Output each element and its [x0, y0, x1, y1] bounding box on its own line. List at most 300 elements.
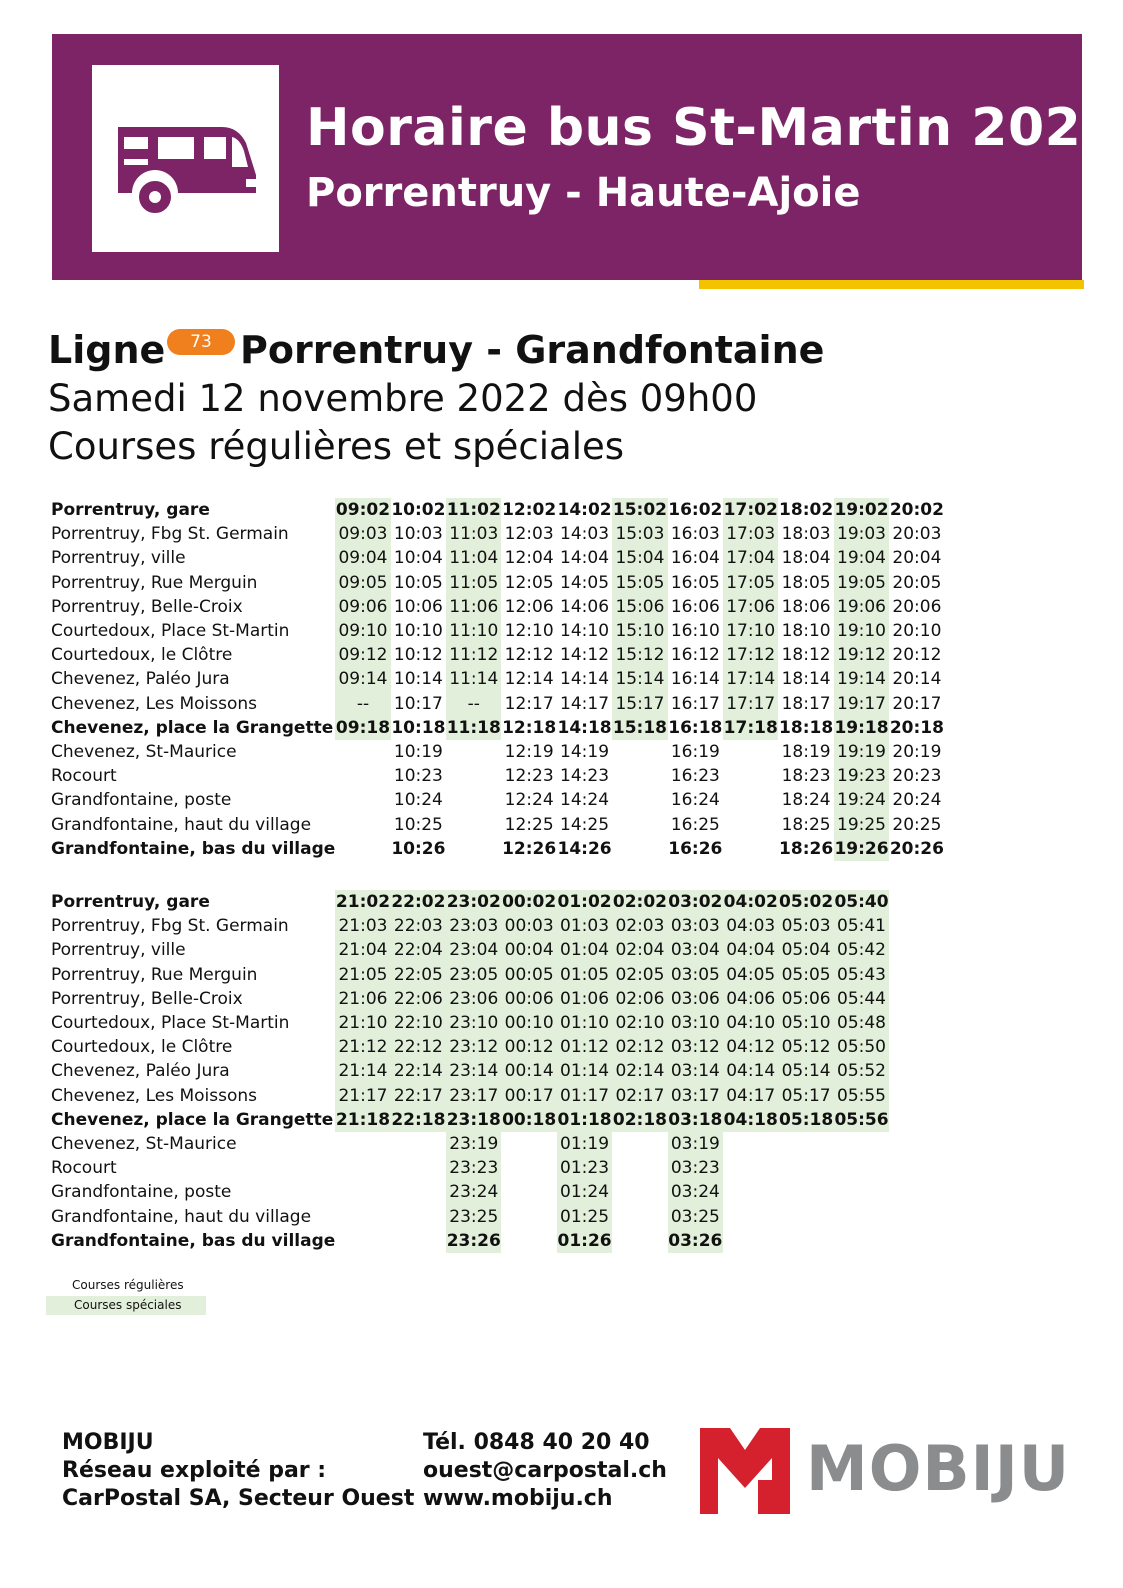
departure-time: 15:05 [612, 571, 667, 595]
departure-time: 10:18 [391, 717, 446, 738]
departure-time [335, 1229, 390, 1253]
table-row [48, 1035, 889, 1059]
departure-time: 01:03 [557, 914, 612, 938]
table-row [48, 1132, 889, 1156]
departure-time: 05:05 [778, 963, 833, 987]
stop-name: Porrentruy, Fbg St. Germain [51, 524, 289, 545]
departure-time: 02:05 [612, 963, 667, 987]
departure-time: 10:14 [393, 669, 443, 690]
departure-time: 21:12 [335, 1035, 390, 1059]
departure-time: 21:04 [335, 938, 390, 962]
departure-time: 23:26 [446, 1229, 501, 1253]
departure-time [834, 1132, 889, 1156]
departure-time: 19:10 [834, 619, 889, 643]
departure-time: 04:14 [723, 1059, 778, 1083]
banner-accent-stripe [699, 280, 1084, 289]
departure-time: 14:06 [560, 596, 610, 617]
departure-time: 20:24 [892, 790, 942, 811]
departure-time [501, 1229, 556, 1253]
departure-time: 01:10 [557, 1011, 612, 1035]
departure-time [335, 788, 390, 812]
departure-time: 18:10 [781, 621, 831, 642]
departure-time: 04:10 [723, 1011, 778, 1035]
stop-name: Porrentruy, gare [51, 500, 210, 521]
departure-time: 23:06 [446, 987, 501, 1011]
departure-time: 03:19 [668, 1132, 723, 1156]
departure-time: 10:02 [391, 500, 446, 521]
departure-time: 10:10 [393, 621, 443, 642]
departure-time: 00:12 [501, 1035, 556, 1059]
departure-time: 05:55 [834, 1084, 889, 1108]
departure-time [612, 1156, 667, 1180]
departure-time: 05:50 [834, 1035, 889, 1059]
departure-time [612, 1229, 667, 1253]
departure-time: 03:06 [668, 987, 723, 1011]
departure-time: 18:02 [779, 500, 834, 521]
departure-time: 12:26 [502, 838, 557, 859]
departure-time: 05:44 [834, 987, 889, 1011]
departure-time: 20:12 [892, 645, 942, 666]
departure-time: 12:24 [504, 790, 554, 811]
table-row [48, 619, 945, 643]
table-row [48, 692, 945, 716]
departure-time: 09:10 [335, 619, 390, 643]
departure-time: 09:12 [335, 643, 390, 667]
departure-time: 05:40 [834, 890, 889, 914]
departure-time: 00:10 [501, 1011, 556, 1035]
departure-time: 19:04 [834, 546, 889, 570]
departure-time: 21:18 [335, 1108, 390, 1132]
stop-name: Rocourt [51, 1158, 117, 1179]
departure-time: 09:06 [335, 595, 390, 619]
departure-time: 12:23 [504, 766, 554, 787]
stop-name: Grandfontaine, bas du village [51, 1230, 336, 1251]
departure-time: 16:05 [670, 572, 720, 593]
departure-time: -- [335, 692, 390, 716]
table-row [48, 1204, 889, 1228]
departure-time: 14:03 [560, 524, 610, 545]
departure-time: 23:10 [446, 1011, 501, 1035]
stop-name: Chevenez, St-Maurice [51, 1133, 237, 1154]
departure-time: 16:18 [668, 717, 723, 738]
operator-info [62, 1429, 414, 1513]
departure-time: 05:10 [778, 1011, 833, 1035]
departure-time: 10:25 [393, 814, 443, 835]
departure-time: 19:14 [834, 667, 889, 691]
stop-name: Porrentruy, Rue Merguin [51, 964, 258, 985]
departure-time: 18:12 [781, 645, 831, 666]
departure-time: 23:18 [446, 1108, 501, 1132]
departure-time: 03:18 [668, 1108, 723, 1132]
departure-time: 16:24 [670, 790, 720, 811]
departure-time: 22:05 [391, 963, 446, 987]
departure-time: 09:02 [335, 498, 390, 522]
departure-time: 09:04 [335, 546, 390, 570]
stop-name: Porrentruy, Belle-Croix [51, 596, 243, 617]
departure-time: 16:03 [670, 524, 720, 545]
departure-time: 05:42 [834, 938, 889, 962]
stop-name: Chevenez, place la Grangette [51, 717, 334, 738]
departure-time [446, 788, 501, 812]
departure-time: 14:26 [557, 838, 612, 859]
departure-time: 21:06 [335, 987, 390, 1011]
departure-time: 14:14 [560, 669, 610, 690]
departure-time [723, 812, 778, 836]
departure-time: 20:19 [892, 741, 942, 762]
departure-time: 10:04 [393, 548, 443, 569]
departure-time: 15:10 [612, 619, 667, 643]
departure-time: 11:03 [446, 522, 501, 546]
departure-time: 18:26 [779, 838, 834, 859]
departure-time: 12:10 [504, 621, 554, 642]
departure-time: 19:23 [834, 764, 889, 788]
departure-time [778, 1229, 833, 1253]
departure-time: 05:17 [778, 1084, 833, 1108]
departure-time: 16:04 [670, 548, 720, 569]
table-row [48, 788, 945, 812]
table-row [48, 914, 889, 938]
departure-time [723, 740, 778, 764]
table-row [48, 837, 945, 861]
stop-name: Courtedoux, le Clôtre [51, 1037, 233, 1058]
departure-time: 05:56 [834, 1108, 889, 1132]
legend-regular-label: Courses régulières [72, 1278, 184, 1292]
departure-time: 19:25 [834, 812, 889, 836]
departure-time: 22:03 [391, 914, 446, 938]
page-title: Horaire bus St-Martin 2022 [306, 98, 1119, 158]
departure-time [501, 1156, 556, 1180]
contact-email: ouest@carpostal.ch [423, 1458, 667, 1483]
departure-time: 23:24 [446, 1180, 501, 1204]
departure-time: 03:14 [668, 1059, 723, 1083]
departure-time [723, 788, 778, 812]
departure-time: 14:23 [560, 766, 610, 787]
table-row [48, 938, 889, 962]
departure-time: 02:06 [612, 987, 667, 1011]
page-subtitle: Porrentruy - Haute-Ajoie [306, 170, 861, 216]
departure-time: 18:23 [781, 766, 831, 787]
departure-time: 19:02 [834, 498, 889, 522]
departure-time: 16:19 [670, 741, 720, 762]
departure-time [335, 1132, 390, 1156]
departure-time: 17:05 [723, 571, 778, 595]
departure-time [778, 1132, 833, 1156]
departure-time: 22:10 [391, 1011, 446, 1035]
departure-time: 00:03 [501, 914, 556, 938]
departure-time: 20:18 [889, 717, 944, 738]
departure-time: 20:10 [892, 621, 942, 642]
departure-time: 16:23 [670, 766, 720, 787]
departure-time: 02:03 [612, 914, 667, 938]
departure-time [834, 1229, 889, 1253]
table-row [48, 1059, 889, 1083]
departure-time: 17:04 [723, 546, 778, 570]
departure-time: 04:12 [723, 1035, 778, 1059]
departure-time [612, 740, 667, 764]
departure-time: 21:03 [335, 914, 390, 938]
stop-name: Chevenez, Les Moissons [51, 1085, 258, 1106]
departure-time: 23:12 [446, 1035, 501, 1059]
departure-time: 18:04 [781, 548, 831, 569]
stop-name: Porrentruy, Fbg St. Germain [51, 916, 289, 937]
departure-time: 05:03 [778, 914, 833, 938]
departure-time: 17:10 [723, 619, 778, 643]
departure-time: 16:10 [670, 621, 720, 642]
schedule-date: Samedi 12 novembre 2022 dès 09h00 [48, 377, 758, 420]
departure-time: 21:17 [335, 1084, 390, 1108]
departure-time: 22:14 [391, 1059, 446, 1083]
departure-time [723, 764, 778, 788]
departure-time: 09:14 [335, 667, 390, 691]
table-row [48, 987, 889, 1011]
departure-time: 01:06 [557, 987, 612, 1011]
departure-time: 19:06 [834, 595, 889, 619]
departure-time: 23:17 [446, 1084, 501, 1108]
line-route: Porrentruy - Grandfontaine [240, 328, 825, 372]
departure-time: 21:02 [335, 890, 390, 914]
departure-time: 21:05 [335, 963, 390, 987]
departure-time: 03:05 [668, 963, 723, 987]
departure-time: 17:03 [723, 522, 778, 546]
departure-time: 12:03 [504, 524, 554, 545]
departure-time: 18:25 [781, 814, 831, 835]
departure-time [391, 1156, 446, 1180]
departure-time: 03:26 [668, 1229, 723, 1253]
departure-time: 00:17 [501, 1084, 556, 1108]
departure-time: 11:04 [446, 546, 501, 570]
table-row [48, 1108, 889, 1132]
departure-time: 03:25 [668, 1204, 723, 1228]
departure-time [612, 1180, 667, 1204]
departure-time: 18:14 [781, 669, 831, 690]
departure-time: 14:18 [557, 717, 612, 738]
departure-time: 04:17 [723, 1084, 778, 1108]
departure-time: 20:04 [892, 548, 942, 569]
departure-time: 00:02 [501, 890, 556, 914]
departure-time [778, 1204, 833, 1228]
departure-time: 05:52 [834, 1059, 889, 1083]
departure-time: 15:04 [612, 546, 667, 570]
departure-time: 10:06 [393, 596, 443, 617]
stop-name: Courtedoux, Place St-Martin [51, 621, 290, 642]
departure-time: 18:17 [781, 693, 831, 714]
departure-time: 14:25 [560, 814, 610, 835]
departure-time: 19:17 [834, 692, 889, 716]
departure-time: 09:05 [335, 571, 390, 595]
stop-name: Grandfontaine, haut du village [51, 814, 312, 835]
departure-time: 05:14 [778, 1059, 833, 1083]
departure-time: 03:23 [668, 1156, 723, 1180]
departure-time: 19:03 [834, 522, 889, 546]
stop-name: Chevenez, St-Maurice [51, 741, 237, 762]
departure-time: 00:05 [501, 963, 556, 987]
departure-time: 14:24 [560, 790, 610, 811]
departure-time [446, 764, 501, 788]
departure-time: 17:06 [723, 595, 778, 619]
table-row [48, 595, 945, 619]
departure-time: 01:24 [557, 1180, 612, 1204]
legend-regular [46, 1276, 206, 1295]
departure-time: 19:26 [834, 837, 889, 861]
departure-time: 01:04 [557, 938, 612, 962]
departure-time: 04:18 [723, 1108, 778, 1132]
departure-time: 11:14 [446, 667, 501, 691]
bus-icon-box [92, 65, 279, 252]
line-label: Ligne [48, 328, 166, 372]
table-row [48, 764, 945, 788]
departure-time: 10:23 [393, 766, 443, 787]
table-row [48, 1011, 889, 1035]
departure-time [501, 1180, 556, 1204]
departure-time: 00:18 [501, 1108, 556, 1132]
departure-time: 22:02 [391, 890, 446, 914]
departure-time: 20:03 [892, 524, 942, 545]
departure-time: 23:14 [446, 1059, 501, 1083]
departure-time: 18:19 [781, 741, 831, 762]
departure-time: 17:12 [723, 643, 778, 667]
departure-time: 01:17 [557, 1084, 612, 1108]
departure-time: 05:48 [834, 1011, 889, 1035]
departure-time: 17:18 [723, 716, 778, 740]
timetable-day [48, 498, 945, 861]
departure-time [501, 1204, 556, 1228]
stop-name: Porrentruy, Rue Merguin [51, 572, 258, 593]
departure-time: 12:17 [504, 693, 554, 714]
table-row [48, 667, 945, 691]
departure-time: 22:06 [391, 987, 446, 1011]
departure-time: 11:06 [446, 595, 501, 619]
departure-time: 10:03 [393, 524, 443, 545]
departure-time [723, 1180, 778, 1204]
departure-time: 02:12 [612, 1035, 667, 1059]
stop-name: Chevenez, Paléo Jura [51, 1061, 230, 1082]
departure-time: 20:06 [892, 596, 942, 617]
departure-time: 11:18 [446, 716, 501, 740]
stop-name: Porrentruy, gare [51, 892, 210, 913]
departure-time [335, 837, 390, 861]
departure-time: 22:12 [391, 1035, 446, 1059]
departure-time: 01:26 [557, 1229, 612, 1253]
table-row [48, 963, 889, 987]
stop-name: Grandfontaine, bas du village [51, 838, 336, 859]
departure-time: 14:02 [557, 500, 612, 521]
departure-time: 12:12 [504, 645, 554, 666]
departure-time: 03:03 [668, 914, 723, 938]
departure-time: 20:26 [889, 838, 944, 859]
departure-time: 23:23 [446, 1156, 501, 1180]
departure-time [723, 1229, 778, 1253]
departure-time: 23:19 [446, 1132, 501, 1156]
departure-time: 18:18 [779, 717, 834, 738]
departure-time: 12:02 [502, 500, 557, 521]
departure-time: 15:06 [612, 595, 667, 619]
departure-time [612, 1132, 667, 1156]
departure-time: 01:02 [557, 890, 612, 914]
departure-time [446, 837, 501, 861]
departure-time [501, 1132, 556, 1156]
departure-time: 19:24 [834, 788, 889, 812]
departure-time: 00:14 [501, 1059, 556, 1083]
departure-time: 14:17 [560, 693, 610, 714]
departure-time: 12:19 [504, 741, 554, 762]
departure-time: 05:41 [834, 914, 889, 938]
departure-time: 17:02 [723, 498, 778, 522]
departure-time: 09:18 [335, 716, 390, 740]
departure-time: 05:02 [778, 890, 833, 914]
stop-name: Chevenez, Paléo Jura [51, 669, 230, 690]
departure-time: 00:06 [501, 987, 556, 1011]
departure-time: 01:19 [557, 1132, 612, 1156]
stop-name: Grandfontaine, haut du village [51, 1206, 312, 1227]
departure-time: 01:14 [557, 1059, 612, 1083]
departure-time: 12:25 [504, 814, 554, 835]
departure-time: 02:04 [612, 938, 667, 962]
departure-time: 15:17 [612, 692, 667, 716]
departure-time: 16:02 [668, 500, 723, 521]
departure-time: 11:05 [446, 571, 501, 595]
contact-website: www.mobiju.ch [423, 1486, 613, 1511]
departure-time: 03:02 [668, 890, 723, 914]
departure-time [612, 764, 667, 788]
departure-time: 23:04 [446, 938, 501, 962]
table-row [48, 546, 945, 570]
departure-time: 04:02 [723, 890, 778, 914]
departure-time [834, 1180, 889, 1204]
line-number-badge: 73 [167, 329, 235, 355]
courses-description: Courses régulières et spéciales [48, 425, 625, 468]
departure-time: 16:26 [668, 838, 723, 859]
departure-time: 20:05 [892, 572, 942, 593]
table-row [48, 1180, 889, 1204]
departure-time [612, 837, 667, 861]
mobiju-logo-text: MOBIJU [806, 1432, 1071, 1505]
departure-time: 18:06 [781, 596, 831, 617]
departure-time: 02:14 [612, 1059, 667, 1083]
departure-time [335, 1156, 390, 1180]
departure-time: 01:25 [557, 1204, 612, 1228]
stop-name: Rocourt [51, 766, 117, 787]
departure-time: 09:03 [335, 522, 390, 546]
departure-time [778, 1156, 833, 1180]
table-row [48, 1156, 889, 1180]
departure-time: 14:12 [560, 645, 610, 666]
departure-time [723, 1156, 778, 1180]
departure-time: 02:02 [612, 890, 667, 914]
departure-time: 10:05 [393, 572, 443, 593]
departure-time: 20:25 [892, 814, 942, 835]
departure-time: 00:04 [501, 938, 556, 962]
stop-name: Porrentruy, Belle-Croix [51, 988, 243, 1009]
mobiju-logo-icon [700, 1428, 790, 1514]
departure-time: 05:12 [778, 1035, 833, 1059]
departure-time: 20:14 [892, 669, 942, 690]
departure-time: 10:26 [391, 838, 446, 859]
departure-time: 03:10 [668, 1011, 723, 1035]
departure-time: 10:17 [393, 693, 443, 714]
departure-time [723, 1204, 778, 1228]
departure-time: 12:06 [504, 596, 554, 617]
bus-icon [114, 123, 264, 219]
departure-time: 16:06 [670, 596, 720, 617]
departure-time [446, 812, 501, 836]
departure-time: 05:06 [778, 987, 833, 1011]
departure-time: 05:04 [778, 938, 833, 962]
departure-time: 22:04 [391, 938, 446, 962]
departure-time [335, 740, 390, 764]
departure-time: 16:14 [670, 669, 720, 690]
table-row [48, 890, 889, 914]
operator-company: CarPostal SA, Secteur Ouest [62, 1486, 415, 1511]
